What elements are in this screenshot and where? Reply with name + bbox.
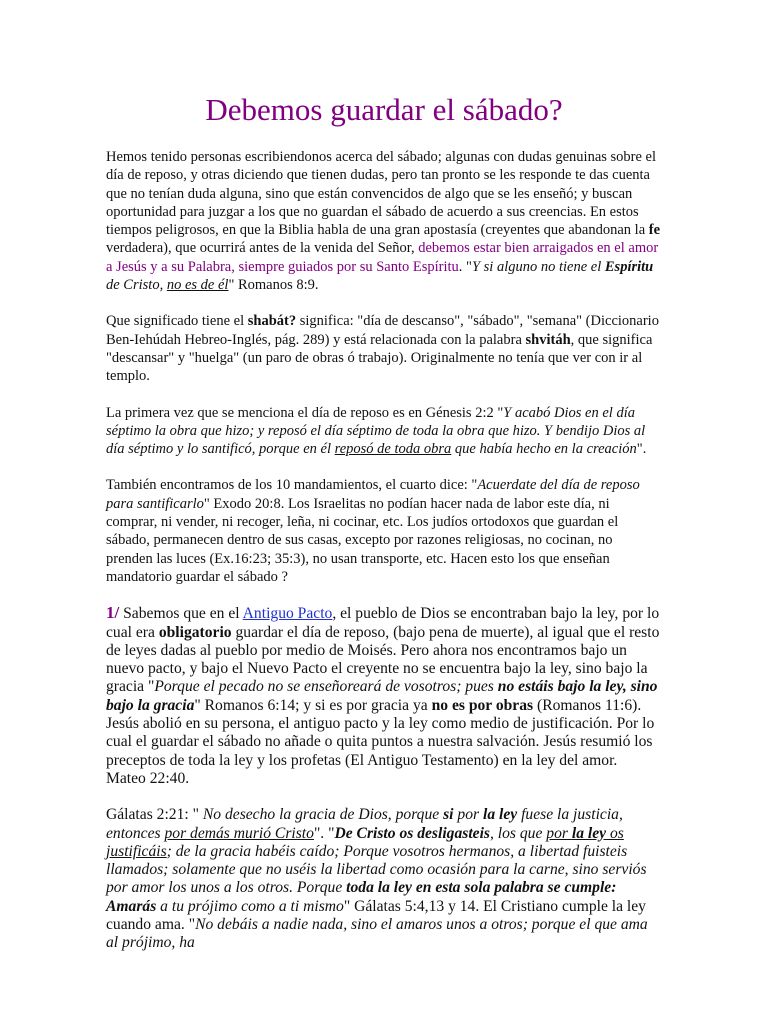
paragraph-commandments: También encontramos de los 10 mandamientos, el cuarto dice: "Acuerdate del día de reposo para santificarlo" Exodo 20:8. Los Israelitas no podían hacer nada de labor este día, ni comprar, ni vender, ni recoger, leña, ni cocinar, etc. Los judíos ortodoxos que guardan el sábado, permanecen dentro de sus casas, excepto por razones religiosas, no cocinan, no prenden las luces (Ex.16:23; 35:3), no usan transporte, etc. Hacen esto los que enseñan mandatorio guardar el sábado ? [106,477,640,585]
paragraph-point-1: 1/ Sabemos que en el Antiguo Pacto, el pueblo de Dios se encontraban bajo la ley, por lo cual era obligatorio guardar el día de reposo, (bajo pena de muerte), al igual que el resto de leyes dadas al pueblo por medio de Moisés. Pero ahora nos encontramos bajo un nuevo pacto, y bajo el Nuevo Pacto el creyente no se encuentra bajo la ley, sino bajo la gracia "Porque el pecado no se enseñoreará de vosotros; pues no estáis bajo la ley, sino bajo la gracia" Romanos 6:14; y si es por gracia ya no es por obras (Romanos 11:6). Jesús abolió en su persona, el antiguo pacto y la ley como medio de justificación. Por lo cual el guardar el sábado no añade o quita puntos a nuestra salvación. Jesús resumió los preceptos de toda la ley y los profetas (El Antiguo Testamento) en la ley del amor. Mateo 22:40. [106,603,660,787]
paragraph-genesis: La primera vez que se menciona el día de reposo es en Génesis 2:2 "Y acabó Dios en el día séptimo la obra que hizo; y reposó el día séptimo de toda la obra que hizo. Y bendijo Dios al día séptimo y lo santificó, porque en él reposó de toda obra que había hecho en la creación". [106,404,647,458]
paragraph-intro: Hemos tenido personas escribiendonos acerca del sábado; algunas con dudas genuinas sobre el día de reposo, y otras diciendo que tienen dudas, pero tan pronto se les responde te das cuenta que no tenían duda alguna, sino que están convencidos de algo que se les enseñó; y buscan oportunidad para juzgar a los que no guardan el sábado de acuerdo a sus creencias. En estos tiempos peligrosos, en que la Biblia habla de una gran apostasía (creyentes que abandonan la fe verdadera), que ocurrirá antes de la venida del Señor, debemos estar bien arraigados en el amor a Jesús y a su Palabra, siempre guiados por su Santo Espíritu. "Y si alguno no tiene el Espíritu de Cristo, no es de él" Romanos 8:9. [106,149,661,294]
paragraph-galatas: Gálatas 2:21: " No desecho la gracia de Dios, porque si por la ley fuese la justicia, entonces por demás murió Cristo". "De Cristo os desligasteis, los que por la ley os justificáis; de la gracia habéis caído; Porque vosotros hermanos, a libertad fuisteis llamados; solamente que no uséis la libertad como ocasión para la carne, sino serviós por amor los unos a los otros. Porque toda la ley en esta sola palabra se cumple: Amarás a tu prójimo como a ti mismo" Gálatas 5:4,13 y 14. El Cristiano cumple la ley cuando ama. "No debáis a nadie nada, sino el amaros unos a otros; porque el que ama al prójimo, ha [106,806,648,952]
page-title: Debemos guardar el sábado? [205,92,563,127]
point-number: 1/ [106,603,120,623]
document-body [106,148,661,971]
paragraph-shabat: Que significado tiene el shabát? significa: "día de descanso", "sábado", "semana" (Diccionario Ben-Iehúdah Hebreo-Inglés, pág. 289) y está relacionada con la palabra shvitáh, que significa "descansar" y "huelga" (un paro de obras ó trabajo). Originalmente no tenía que ver con ir al templo. [106,313,659,385]
antiguo-pacto-link[interactable]: Antiguo Pacto [242,605,333,623]
highlighted-text: debemos estar bien arraigados en el amor a Jesús y a su Palabra, siempre guiados por su Santo Espíritu [106,240,659,275]
